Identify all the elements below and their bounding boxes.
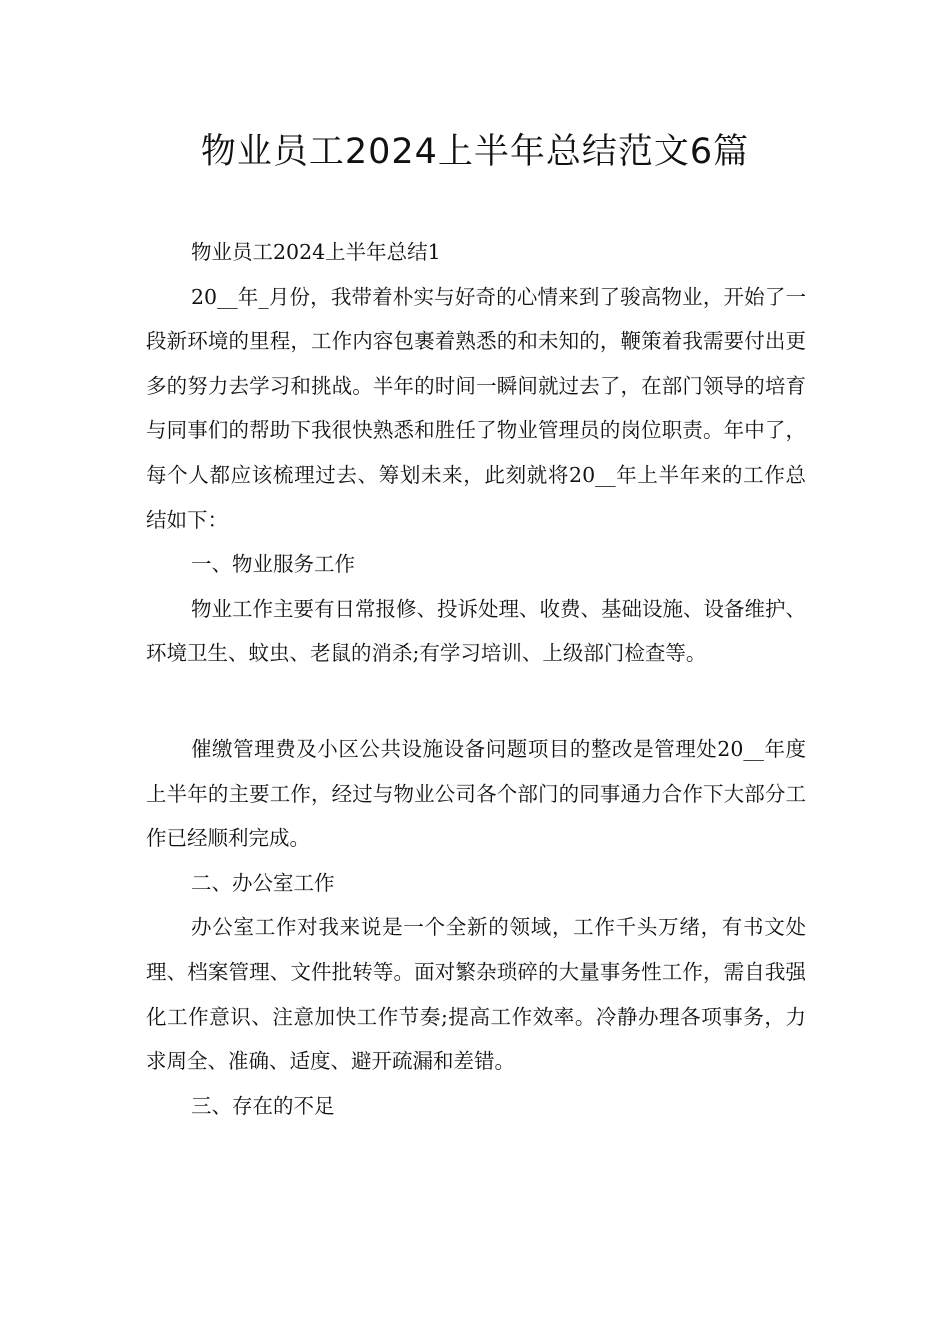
section-heading-shortcomings: 三、存在的不足 — [191, 1093, 335, 1118]
section-heading-office-work: 二、办公室工作 — [191, 870, 335, 895]
section-heading-summary-1: 物业员工2024上半年总结1 — [191, 240, 441, 264]
document-title: 物业员工2024上半年总结范文6篇 — [200, 132, 750, 172]
section-heading-property-service: 一、物业服务工作 — [191, 552, 355, 577]
document-body — [146, 230, 806, 1128]
fee-collection-paragraph: 催缴管理费及小区公共设施设备问题项目的整改是管理处20__年度上半年的主要工作，经过与物业公司各个部门的同事通力合作下大部分工作已经顺利完成。 — [146, 736, 806, 851]
intro-paragraph: 20__年_月份，我带着朴实与好奇的心情来到了骏高物业，开始了一段新环境的里程，工作内容包裹着熟悉的和未知的，鞭策着我需要付出更多的努力去学习和挑战。半年的时间一瞬间就过去了，在部门领导的培育与同事们的帮助下我很快熟悉和胜任了物业管理员的岗位职责。年中了，每个人都应该梳理过去、筹划未来，此刻就将20__年上半年来的工作总结如下： — [146, 284, 806, 532]
property-service-paragraph: 物业工作主要有日常报修、投诉处理、收费、基础设施、设备维护、环境卫生、蚊虫、老鼠的消杀;有学习培训、上级部门检查等。 — [146, 596, 806, 666]
office-work-paragraph: 办公室工作对我来说是一个全新的领域，工作千头万绪，有书文处理、档案管理、文件批转等。面对繁杂琐碎的大量事务性工作，需自我强化工作意识、注意加快工作节奏;提高工作效率。冷静办理各项事务，力求周全、准确、适度、避开疏漏和差错。 — [146, 915, 806, 1074]
